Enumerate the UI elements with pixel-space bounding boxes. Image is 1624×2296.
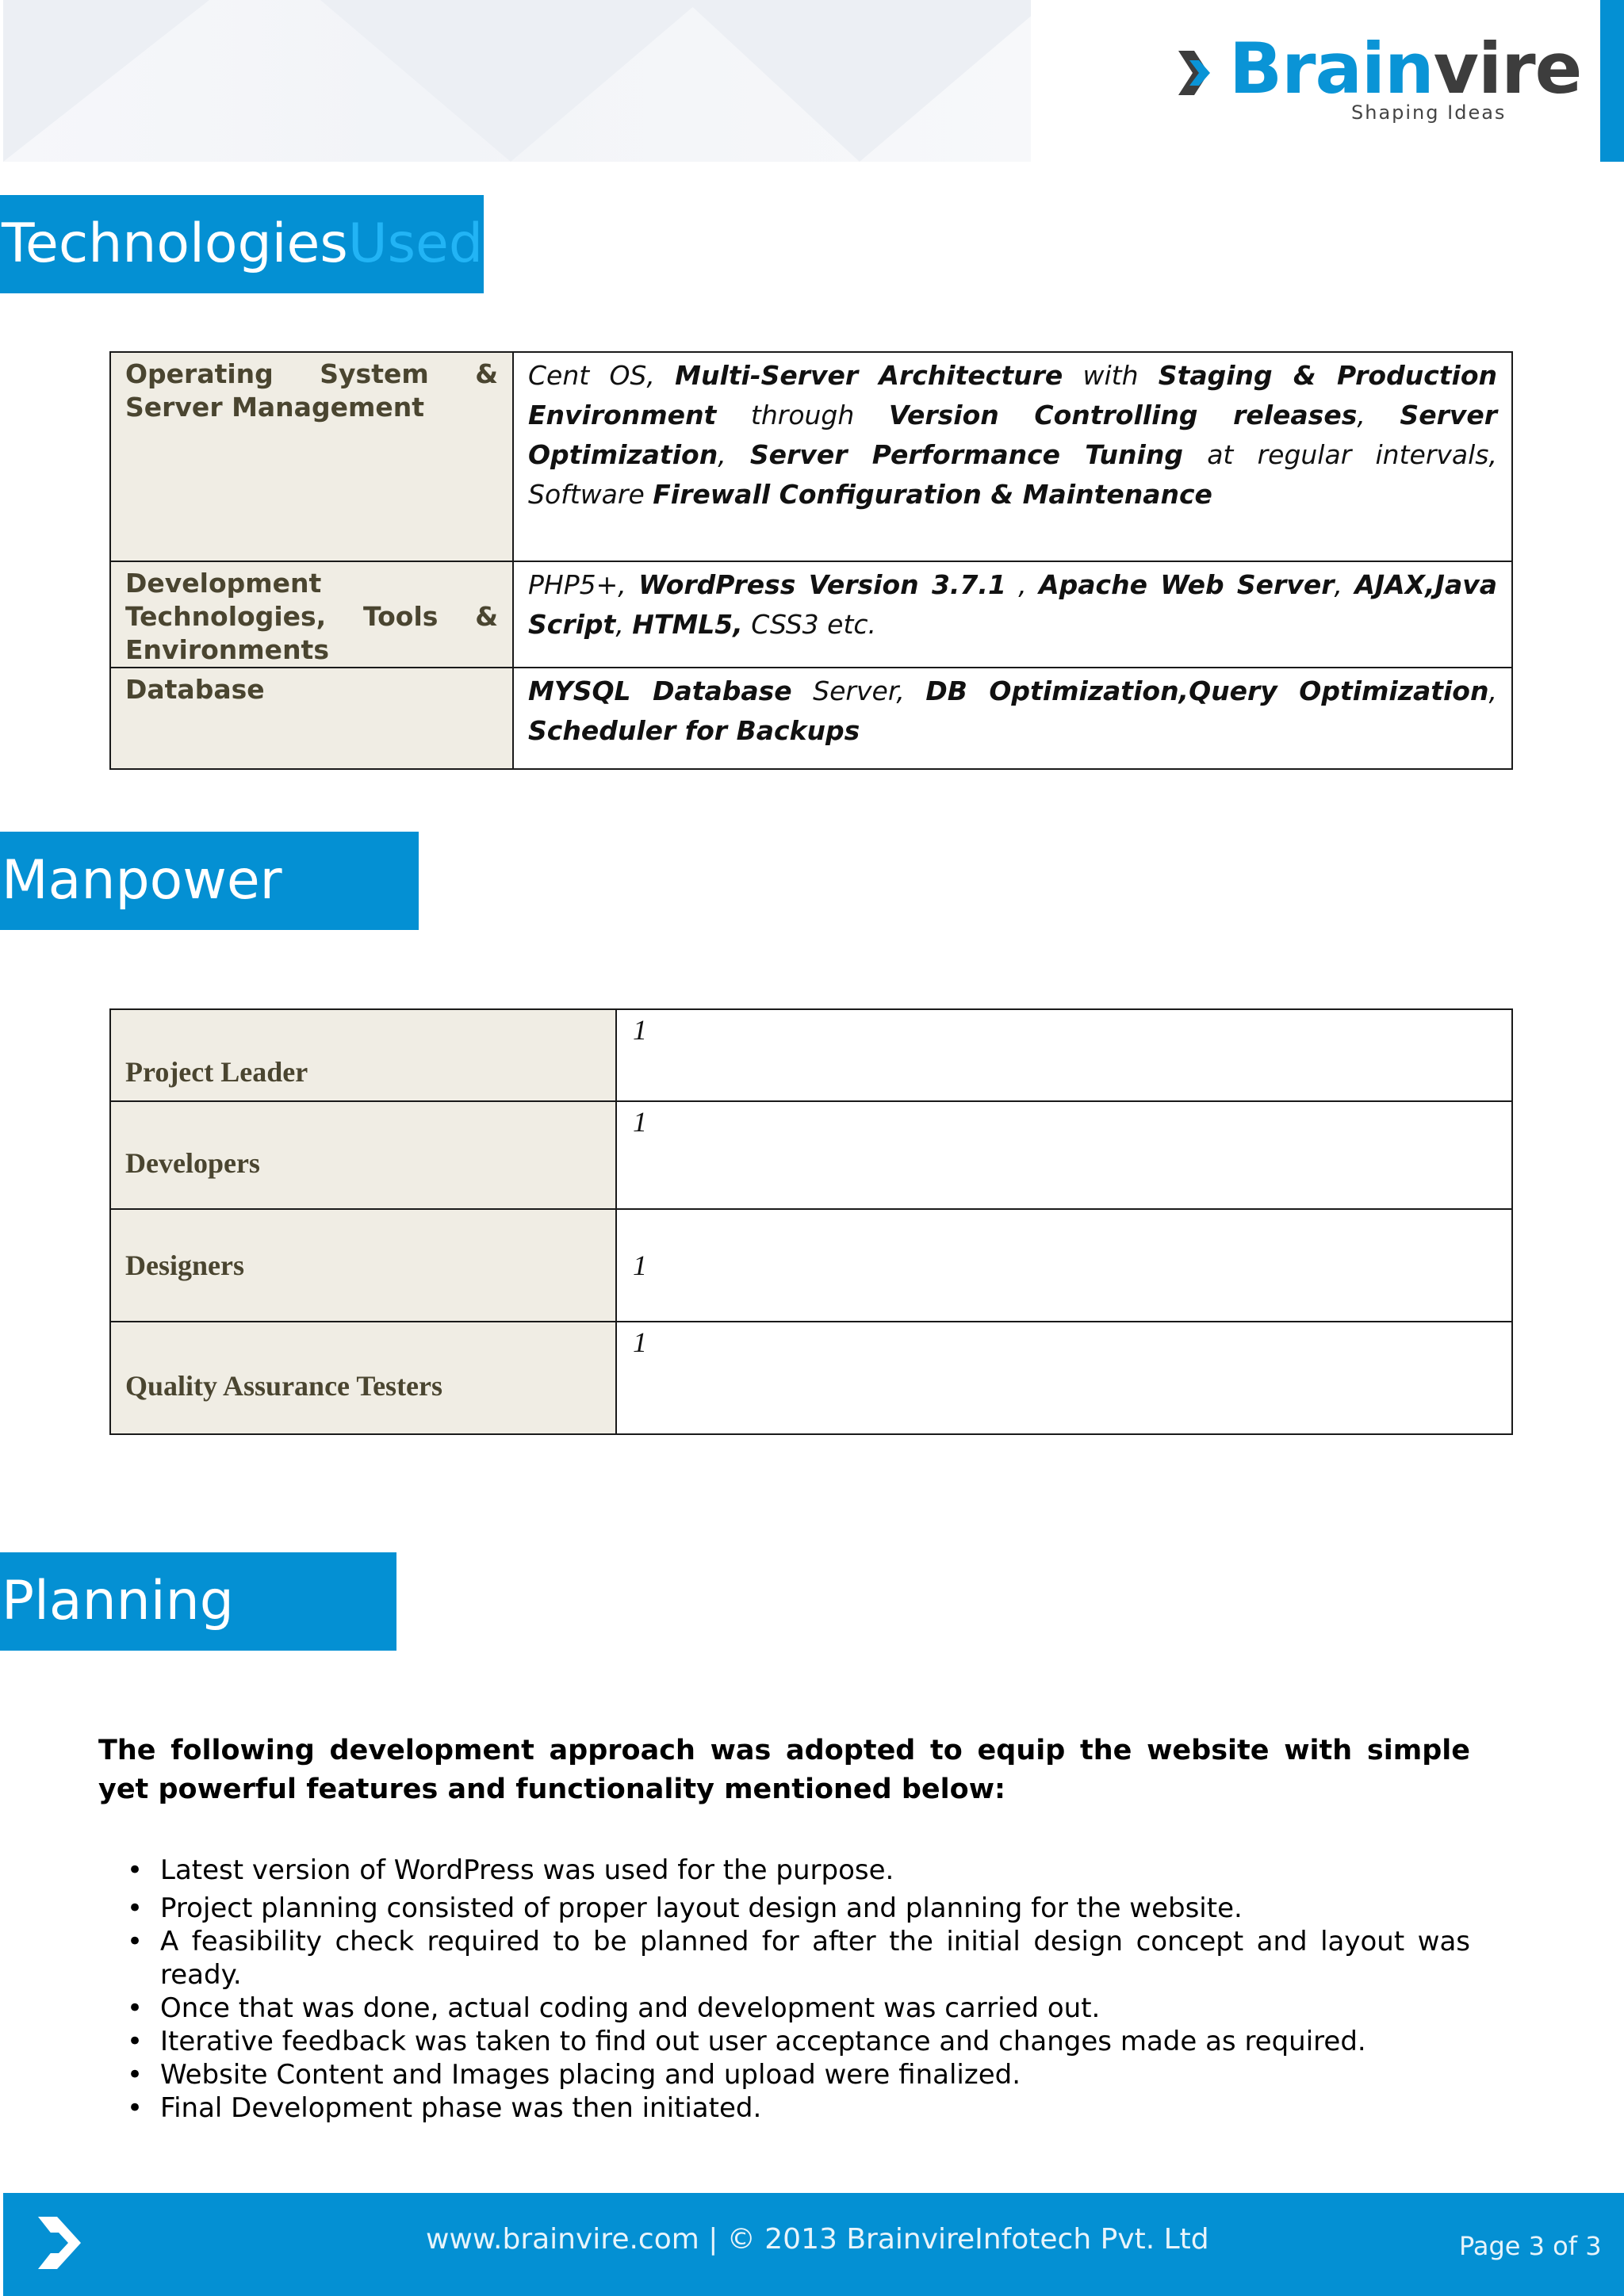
tech-value-segment: MYSQL Database [528,675,792,706]
page-header [0,0,1624,162]
planning-bullet-list [127,1854,1470,2125]
technologies-table [109,351,1513,770]
manpower-count-cell: 1 [616,1322,1512,1434]
manpower-role-cell: Quality Assurance Testers [110,1322,616,1434]
header-triangle [320,0,701,162]
manpower-count-cell: 1 [616,1009,1512,1101]
list-item: • Latest version of WordPress was used for the purpose. [127,1854,894,1886]
manpower-role-cell: Designers [110,1209,616,1322]
technologies-used-heading [0,195,484,293]
tech-label-cell: Operating System & Server Management [110,352,513,561]
heading-main-text: Technologies [2,212,348,275]
tech-value-segment: Apache Web Server [1039,569,1335,600]
logo-wordmark [1229,25,1581,113]
list-item-text: Project planning consisted of proper layout design and planning for the website. [160,1892,1243,1924]
table-row [110,668,1512,769]
page-number: Page 3 of 3 [1459,2231,1602,2261]
tech-value-segment: DB Optimization,Query Optimization [925,675,1489,706]
brainvire-chevron-icon [1178,46,1216,100]
list-item: • Iterative feedback was taken to find out user acceptance and changes made as required. [127,2026,1366,2057]
brainvire-chevron-icon [35,2215,84,2271]
tech-value-segment: Multi-Server Architecture [675,360,1063,391]
tech-value-segment: , [718,439,750,470]
logo-tagline: Shaping Ideas [1351,101,1507,124]
list-item: • A feasibility check required to be planned for after the initial design concept and layout was ready. [127,1926,1470,1991]
tech-value-cell [513,561,1512,668]
manpower-table [109,1008,1513,1435]
header-decorative-pattern [3,0,1031,162]
table-row [110,1209,1512,1322]
table-row [110,1101,1512,1209]
list-item-text: Once that was done, actual coding and development was carried out. [160,1992,1101,2024]
tech-value-segment: through [716,400,889,430]
planning-heading: Planning [0,1552,396,1651]
tech-label-cell: Development Technologies, Tools & Environments [110,561,513,668]
header-triangle [685,0,1031,162]
list-item-text: Final Development phase was then initiated. [160,2092,762,2124]
tech-value-segment: WordPress Version 3.7.1 [638,569,1006,600]
page-footer [3,2193,1624,2296]
tech-value-segment: Version Controlling releases [888,400,1358,430]
tech-value-segment: CSS3 etc. [742,609,877,640]
logo-brand-part1: Brain [1229,28,1434,109]
list-item: • Project planning consisted of proper layout design and planning for the website. [127,1892,1243,1924]
list-item: • Final Development phase was then initiated. [127,2092,762,2124]
tech-value-cell [513,352,1512,561]
tech-value-cell [513,668,1512,769]
list-item-text: Latest version of WordPress was used for the purpose. [160,1854,894,1886]
tech-value-segment: PHP5+, [528,569,639,600]
table-row [110,1322,1512,1434]
tech-value-segment: , [1357,400,1400,430]
list-item-text: Iterative feedback was taken to find out user acceptance and changes made as required. [160,2026,1366,2057]
list-item-text: A feasibility check required to be planned for after the initial design concept and layout was ready. [160,1926,1470,1991]
tech-value-segment: , [1005,569,1040,600]
header-accent-stripe [1600,0,1624,162]
manpower-role-cell: Developers [110,1101,616,1209]
heading-light-text: Used [347,212,484,275]
tech-value-segment: at regular intervals, Software [528,439,1497,510]
tech-value-segment: Server, [791,675,926,706]
planning-intro: The following development approach was adopted to equip the website with simple yet powerful features and functionality mentioned below: [98,1735,1470,1805]
tech-value-segment: HTML5, [632,609,743,640]
tech-value-segment: , [1488,675,1497,706]
tech-value-segment: with [1063,360,1159,391]
footer-copyright: www.brainvire.com | © 2013 BrainvireInfotech Pvt. Ltd [426,2223,1209,2256]
manpower-heading: Manpower [0,832,419,930]
manpower-count-cell: 1 [616,1209,1512,1322]
list-item: • Website Content and Images placing and upload were finalized. [127,2059,1021,2091]
tech-value-segment: , [615,609,633,640]
table-row [110,352,1512,561]
tech-value-segment: Cent OS, [528,360,676,391]
tech-value-segment: Server Optimization [528,400,1498,470]
list-item-text: Website Content and Images placing and upload were finalized. [160,2059,1021,2091]
table-row [110,561,1512,668]
brainvire-logo [1178,28,1582,130]
tech-label-cell: Database [110,668,513,769]
list-item: • Once that was done, actual coding and development was carried out. [127,1992,1101,2024]
manpower-role-cell: Project Leader [110,1009,616,1101]
tech-value-segment: Staging & Production Environment [528,360,1498,430]
table-row [110,1009,1512,1101]
tech-value-segment: Server Performance Tuning [749,439,1183,470]
tech-value-segment: , [1334,569,1355,600]
logo-brand-part2: vire [1433,28,1582,109]
tech-value-segment: Scheduler for Backups [528,715,860,746]
tech-value-segment: Firewall Configuration & Maintenance [653,479,1212,510]
manpower-count-cell: 1 [616,1101,1512,1209]
tech-value-segment: AJAX,Java Script [528,569,1497,640]
header-triangle [3,0,209,162]
